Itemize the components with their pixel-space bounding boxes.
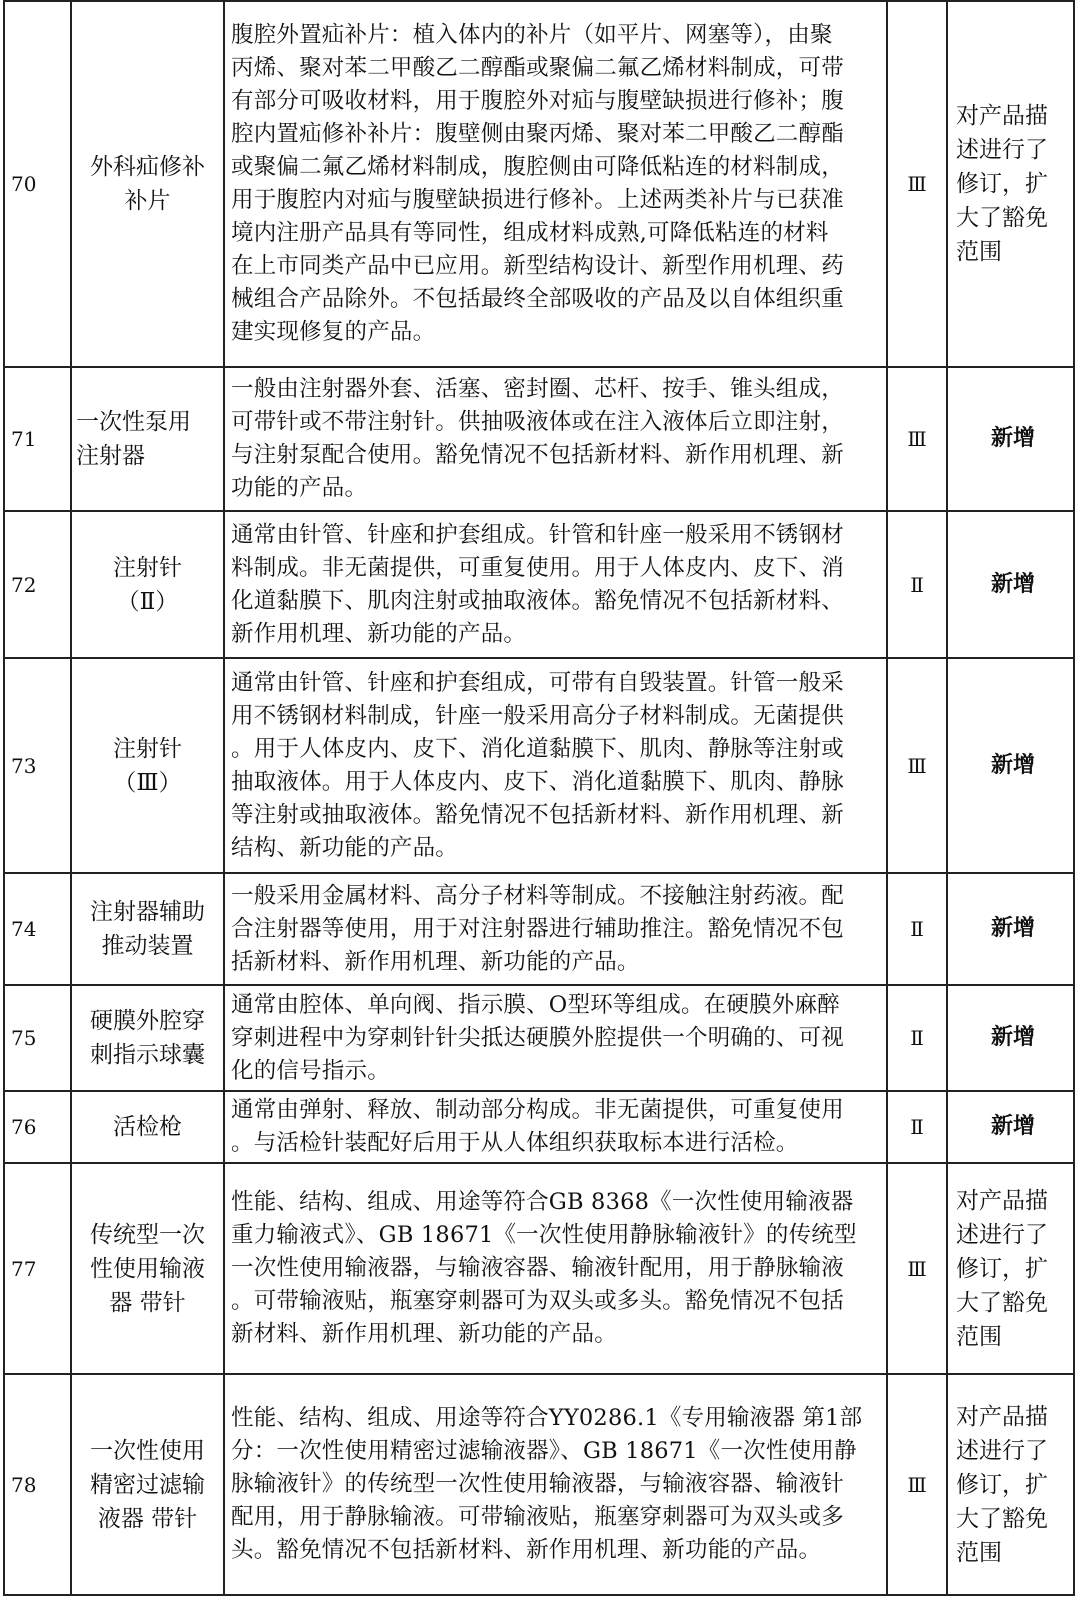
product-description: 腹腔外置疝补片：植入体内的补片（如平片、网塞等），由聚 丙烯、聚对苯二甲酸乙二醇酯或聚偏二氟乙烯材料制成，可带 有部分可吸收材料，用于腹腔外对疝与腹壁缺损进行修补；腹 腔内置疝修补补片：腹壁侧由聚丙烯、聚对苯二甲酸乙二醇酯 或聚偏二氟乙烯材料制成，腹腔侧由可降低粘连的材料制成， 用于腹腔内对疝与腹壁缺损进行修补。上述两类补片与已获准 境内注册产品具有等同性，组成材料成熟,可降低粘连的材料 在上市同类产品中已应用。新型结构设计、新型作用机理、药 械组合产品除外。不包括最终全部吸收的产品及以自体组织重 建实现修复的产品。 — [224, 1, 887, 367]
product-description: 一般由注射器外套、活塞、密封圈、芯杆、按手、锥头组成， 可带针或不带注射针。供抽吸液体或在注入液体后立即注射， 与注射泵配合使用。豁免情况不包括新材料、新作用机理、新 功能的产品。 — [224, 367, 887, 511]
table-body — [4, 1, 1074, 1595]
management-class: Ⅲ — [887, 1, 947, 367]
product-name — [71, 658, 224, 873]
product-name — [71, 511, 224, 658]
product-name — [71, 1, 224, 367]
product-name-line: 一次性使用 — [90, 1437, 205, 1464]
remark: 新增 — [947, 658, 1074, 873]
table-row — [4, 1091, 1074, 1163]
remark: 新增 — [947, 873, 1074, 985]
product-name-line: 传统型一次 — [90, 1221, 205, 1248]
product-name — [71, 873, 224, 985]
product-description: 通常由腔体、单向阀、指示膜、O型环等组成。在硬膜外麻醉 穿刺进程中为穿刺针针尖抵达硬膜外腔提供一个明确的、可视 化的信号指示。 — [224, 985, 887, 1091]
row-number: 75 — [4, 985, 71, 1091]
table-row — [4, 873, 1074, 985]
product-description: 通常由弹射、释放、制动部分构成。非无菌提供，可重复使用 。与活检针装配好后用于从人体组织获取标本进行活检。 — [224, 1091, 887, 1163]
remark: 对产品描 述进行了 修订，扩 大了豁免 范围 — [947, 1374, 1074, 1595]
product-description: 一般采用金属材料、高分子材料等制成。不接触注射药液。配 合注射器等使用，用于对注射器进行辅助推注。豁免情况不包 括新材料、新作用机理、新功能的产品。 — [224, 873, 887, 985]
remark: 对产品描 述进行了 修订，扩 大了豁免 范围 — [947, 1, 1074, 367]
management-class: Ⅲ — [887, 367, 947, 511]
product-name — [71, 367, 224, 511]
product-name-line: 注射器 — [76, 443, 145, 469]
table-row — [4, 985, 1074, 1091]
remark: 新增 — [947, 367, 1074, 511]
management-class: Ⅲ — [887, 1374, 947, 1595]
product-name-line: 外科疝修补 — [90, 154, 205, 180]
product-name-line: 活检枪 — [113, 1114, 182, 1140]
product-name-line: 液器 带针 — [97, 1505, 198, 1532]
product-name-line: 器 带针 — [109, 1289, 186, 1316]
management-class: Ⅱ — [887, 511, 947, 658]
product-name-line: （Ⅱ） — [116, 588, 179, 615]
table-row — [4, 1163, 1074, 1374]
row-number: 70 — [4, 1, 71, 367]
remark: 对产品描 述进行了 修订，扩 大了豁免 范围 — [947, 1163, 1074, 1374]
management-class: Ⅱ — [887, 1091, 947, 1163]
product-description: 性能、结构、组成、用途等符合GB 8368《一次性使用输液器 重力输液式》、GB 18671《一次性使用静脉输液针》的传统型 一次性使用输液器，与输液容器、输液针配用，用于静脉输液 。可带输液贴，瓶塞穿刺器可为双头或多头。豁免情况不包括 新材料、新作用机理、新功能的产品。 — [224, 1163, 887, 1374]
table-row — [4, 1, 1074, 367]
management-class: Ⅱ — [887, 873, 947, 985]
product-name-line: 刺指示球囊 — [90, 1042, 205, 1068]
product-description: 性能、结构、组成、用途等符合YY0286.1《专用输液器 第1部 分：一次性使用精密过滤输液器》、GB 18671《一次性使用静 脉输液针》的传统型一次性使用输液器，与输液容器、输液针 配用，用于静脉输液。可带输液贴，瓶塞穿刺器可为双头或多 头。豁免情况不包括新材料、新作用机理、新功能的产品。 — [224, 1374, 887, 1595]
product-name — [71, 985, 224, 1091]
remark: 新增 — [947, 1091, 1074, 1163]
product-name — [71, 1163, 224, 1374]
exemption-catalog-table — [3, 0, 1075, 1596]
table-row — [4, 511, 1074, 658]
row-number: 78 — [4, 1374, 71, 1595]
product-description: 通常由针管、针座和护套组成，可带有自毁装置。针管一般采 用不锈钢材料制成，针座一般采用高分子材料制成。无菌提供 。用于人体皮内、皮下、消化道黏膜下、肌肉、静脉等注射或 抽取液体。用于人体皮内、皮下、消化道黏膜下、肌肉、静脉 等注射或抽取液体。豁免情况不包括新材料、新作用机理、新 结构、新功能的产品。 — [224, 658, 887, 873]
row-number: 76 — [4, 1091, 71, 1163]
product-name-line: 一次性泵用 — [76, 409, 191, 435]
table-row — [4, 658, 1074, 873]
product-name-line: 注射针 — [113, 735, 182, 762]
product-description: 通常由针管、针座和护套组成。针管和针座一般采用不锈钢材 料制成。非无菌提供，可重复使用。用于人体皮内、皮下、消 化道黏膜下、肌肉注射或抽取液体。豁免情况不包括新材料、 新作用机理、新功能的产品。 — [224, 511, 887, 658]
management-class: Ⅲ — [887, 1163, 947, 1374]
product-name-line: 注射器辅助 — [90, 899, 205, 925]
row-number: 73 — [4, 658, 71, 873]
product-name-line: 精密过滤输 — [90, 1471, 205, 1498]
product-name-line: 性使用输液 — [90, 1255, 205, 1282]
product-name-line: 推动装置 — [101, 933, 194, 959]
management-class: Ⅱ — [887, 985, 947, 1091]
row-number: 74 — [4, 873, 71, 985]
product-name — [71, 1091, 224, 1163]
product-name-line: 注射针 — [113, 554, 182, 581]
table-row — [4, 367, 1074, 511]
row-number: 71 — [4, 367, 71, 511]
remark: 新增 — [947, 511, 1074, 658]
row-number: 72 — [4, 511, 71, 658]
remark: 新增 — [947, 985, 1074, 1091]
management-class: Ⅲ — [887, 658, 947, 873]
product-name — [71, 1374, 224, 1595]
product-name-line: （Ⅲ） — [113, 769, 182, 796]
row-number: 77 — [4, 1163, 71, 1374]
table-row — [4, 1374, 1074, 1595]
product-name-line: 补片 — [124, 188, 171, 214]
product-name-line: 硬膜外腔穿 — [90, 1008, 205, 1034]
